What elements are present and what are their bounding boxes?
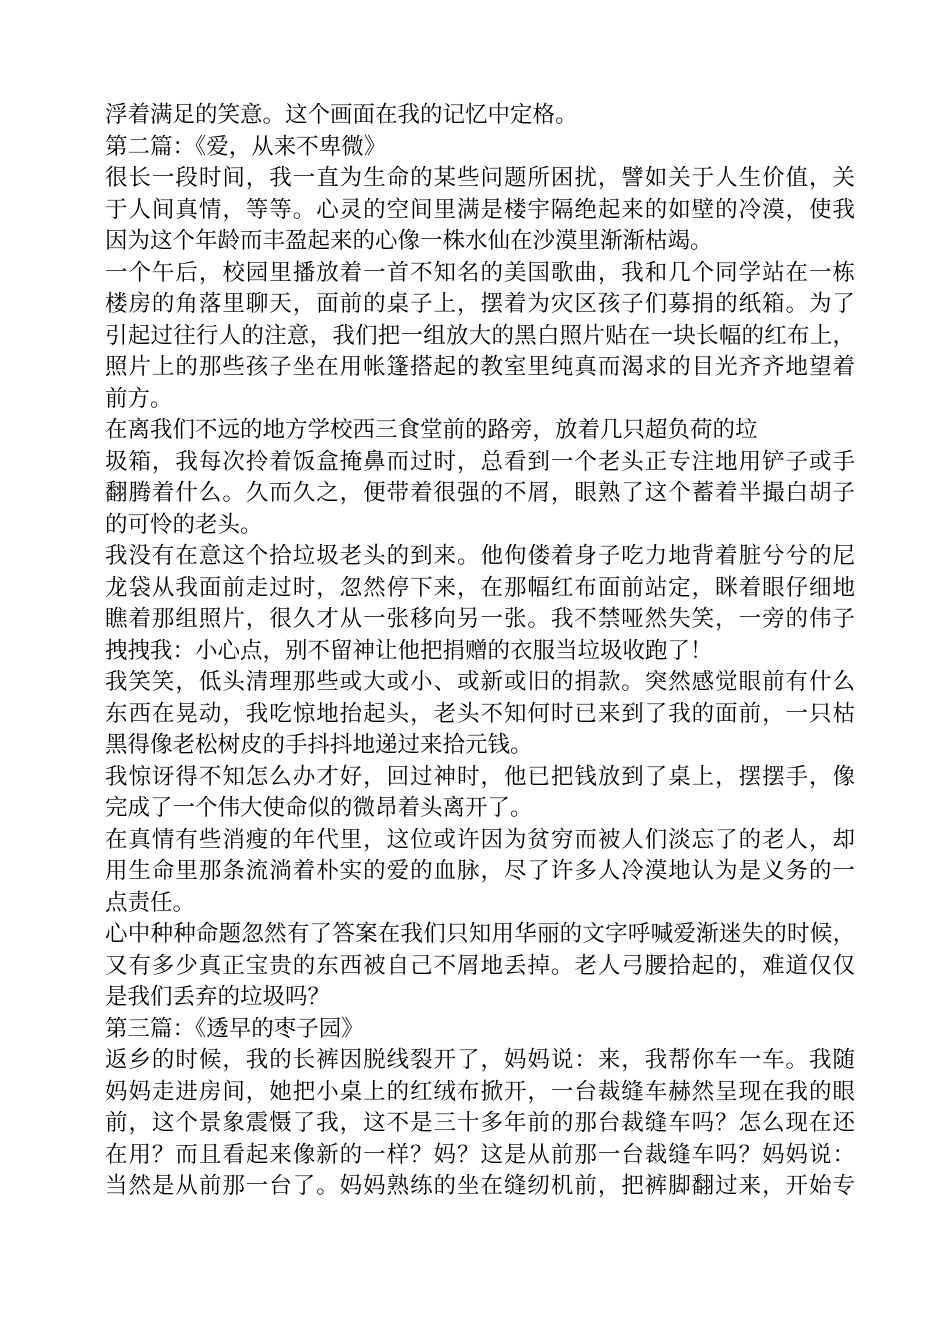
text-line: 在用？而且看起来像新的一样？妈？这是从前那一台裁缝车吗？妈妈说： xyxy=(105,1141,855,1168)
text-line: 前，这个景象震慑了我，这不是三十多年前的那台裁缝车吗？怎么现在还 xyxy=(105,1110,855,1136)
text-line: 黑得像老松树皮的手抖抖地递过来拾元钱。 xyxy=(105,732,533,758)
text-line: 点责任。 xyxy=(105,889,196,916)
text-line: 又有多少真正宝贵的东西被自己不屑地丢掉。老人弓腰拾起的，难道仅仅 xyxy=(105,952,855,979)
text-line: 翻腾着什么。久而久之，便带着很强的不屑，眼熟了这个蓄着半撮白胡子 xyxy=(105,480,855,506)
text-line: 一个午后，校园里播放着一首不知名的美国歌曲，我和几个同学站在一栋 xyxy=(105,259,855,286)
text-line: 用生命里那条流淌着朴实的爱的血脉，尽了许多人冷漠地认为是义务的一 xyxy=(105,858,855,884)
text-line: 我惊讶得不知怎么办才好，回过神时，他已把钱放到了桌上，摆摆手，像 xyxy=(105,763,855,790)
text-line: 很长一段时间，我一直为生命的某些问题所困扰，譬如关于人生价值，关 xyxy=(105,165,855,191)
text-line: 心中种种命题忽然有了答案在我们只知用华丽的文字呼喊爱渐迷失的时候， xyxy=(105,921,855,947)
text-line: 完成了一个伟大使命似的微昂着头离开了。 xyxy=(105,795,533,821)
text-line: 第二篇：《爱，从来不卑微》 xyxy=(105,133,387,160)
text-line: 在离我们不远的地方学校西三食堂前的路旁，放着几只超负荷的垃 xyxy=(105,417,758,443)
text-line: 圾箱，我每次拎着饭盒掩鼻而过时，总看到一个老头正专注地用铲子或手 xyxy=(105,448,855,475)
text-line: 第三篇：《透早的枣子园》 xyxy=(105,1015,364,1042)
text-line: 拽拽我：小心点，别不留神让他把捐赠的衣服当垃圾收跑了！ xyxy=(105,637,713,664)
document-text xyxy=(105,100,855,1203)
text-line: 我笑笑，低头清理那些或大或小、或新或旧的捐款。突然感觉眼前有什么 xyxy=(105,669,855,695)
text-line: 龙袋从我面前走过时，忽然停下来，在那幅红布面前站定，眯着眼仔细地 xyxy=(105,574,855,601)
text-line: 妈妈走进房间，她把小桌上的红绒布掀开，一台裁缝车赫然呈现在我的眼 xyxy=(105,1078,855,1105)
text-line: 引起过往行人的注意，我们把一组放大的黑白照片贴在一块长幅的红布上， xyxy=(105,322,855,349)
text-line: 的可怜的老头。 xyxy=(105,511,263,538)
text-line: 我没有在意这个拾垃圾老头的到来。他佝偻着身子吃力地背着脏兮兮的尼 xyxy=(105,543,855,569)
text-line: 浮着满足的笑意。这个画面在我的记忆中定格。 xyxy=(105,102,578,128)
text-line: 当然是从前那一台了。妈妈熟练的坐在缝纫机前，把裤脚翻过来，开始专 xyxy=(105,1173,855,1199)
text-line: 返乡的时候，我的长裤因脱线裂开了，妈妈说：来，我帮你车一车。我随 xyxy=(105,1047,855,1073)
text-line: 东西在晃动，我吃惊地抬起头，老头不知何时已来到了我的面前，一只枯 xyxy=(105,700,855,727)
text-line: 照片上的那些孩子坐在用帐篷搭起的教室里纯真而渴求的目光齐齐地望着 xyxy=(105,354,855,380)
text-line: 在真情有些消瘦的年代里，这位或许因为贫穷而被人们淡忘了的老人，却 xyxy=(105,826,855,853)
document-page xyxy=(105,100,855,1203)
text-line: 因为这个年龄而丰盈起来的心像一株水仙在沙漠里渐渐枯竭。 xyxy=(105,228,713,254)
text-line: 前方。 xyxy=(105,385,173,412)
text-line: 楼房的角落里聊天，面前的桌子上，摆着为灾区孩子们募捐的纸箱。为了 xyxy=(105,291,855,317)
text-line: 是我们丢弃的垃圾吗？ xyxy=(105,984,331,1010)
text-line: 于人间真情，等等。心灵的空间里满是楼宇隔绝起来的如壁的冷漠，使我 xyxy=(105,196,855,223)
text-line: 瞧着那组照片，很久才从一张移向另一张。我不禁哑然失笑，一旁的伟子 xyxy=(105,606,855,632)
